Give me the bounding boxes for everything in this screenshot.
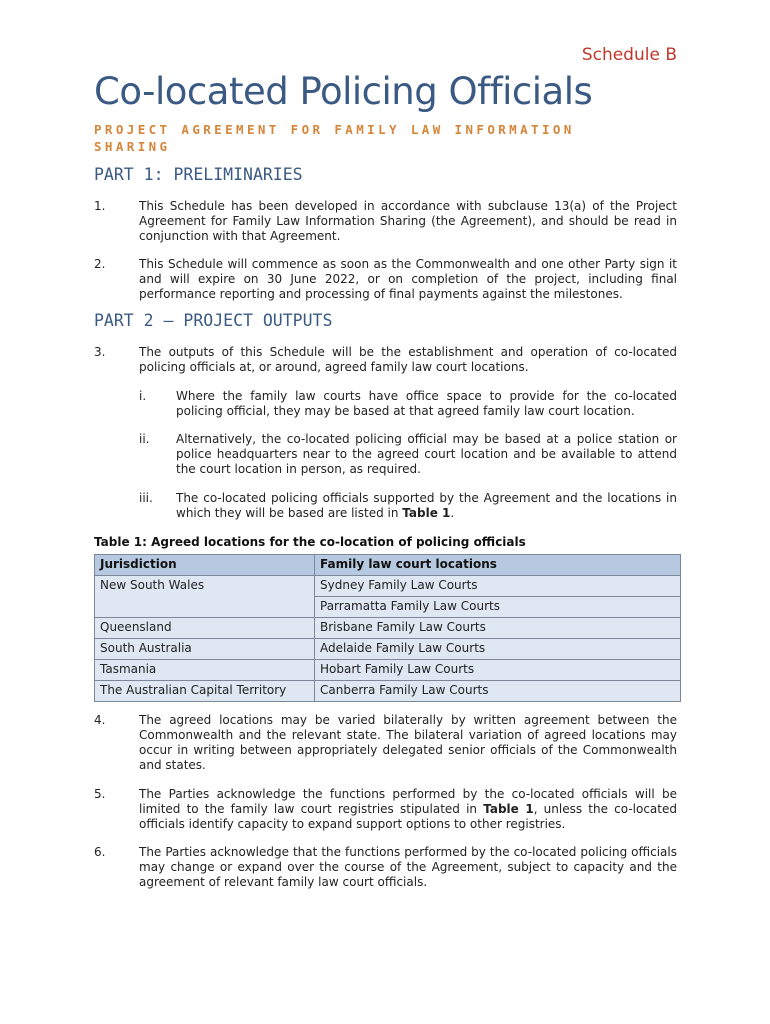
paragraph-number: 5. (94, 787, 106, 801)
table-row (95, 639, 681, 660)
subitem-number: ii. (139, 432, 150, 446)
schedule-label: Schedule B (581, 45, 677, 65)
paragraph-text: This Schedule will commence as soon as the Commonwealth and one other Party sign it and will expire on 30 June 2022, or on completion of the project, including final performance reporting and processing of final payments against the milestones. (139, 257, 677, 301)
table-row (95, 660, 681, 681)
table-reference: Table 1 (402, 506, 451, 520)
subitem-number: iii. (139, 491, 153, 505)
document-subtitle: PROJECT AGREEMENT FOR FAMILY LAW INFORMATION SHARING (94, 122, 575, 154)
jurisdiction-cell: Queensland (95, 618, 315, 639)
jurisdiction-cell: New South Wales (95, 576, 315, 618)
table-row (95, 618, 681, 639)
subitem-text-after: . (450, 506, 455, 520)
paragraph-number: 4. (94, 713, 106, 727)
paragraph-text-before: The Parties acknowledge the functions performed by the co-located officials will be limited to the family law court registries stipulated in (139, 787, 677, 816)
part1-heading: PART 1: PRELIMINARIES (94, 165, 303, 184)
paragraph-text (139, 787, 677, 832)
paragraph-text: The Parties acknowledge that the functions performed by the co-located policing officials may change or expand over the course of the Agreement, subject to capacity and the agreement of relevant family law court officials. (139, 845, 677, 889)
location-cell: Hobart Family Law Courts (315, 660, 681, 681)
paragraph-number: 2. (94, 257, 106, 271)
paragraph-text: This Schedule has been developed in accordance with subclause 13(a) of the Project Agreement for Family Law Information Sharing (the Agreement), and should be read in conjunction with that Agreement. (139, 199, 677, 243)
jurisdiction-cell: Tasmania (95, 660, 315, 681)
column-header-locations: Family law court locations (315, 555, 681, 576)
locations-table (94, 554, 681, 702)
table-caption: Table 1: Agreed locations for the co-location of policing officials (94, 535, 526, 549)
column-header-jurisdiction: Jurisdiction (95, 555, 315, 576)
location-cell: Adelaide Family Law Courts (315, 639, 681, 660)
paragraph-text: The outputs of this Schedule will be the establishment and operation of co-located policing officials at, or around, agreed family law court locations. (139, 345, 677, 374)
document-title: Co-located Policing Officials (94, 70, 593, 113)
jurisdiction-cell: The Australian Capital Territory (95, 681, 315, 702)
subitem-text: Alternatively, the co-located policing official may be based at a police station or police headquarters near to the agreed court location and be available to attend the court location in person, as required. (176, 432, 677, 476)
paragraph-text-after: , unless the co-located officials identify capacity to expand support options to other registries. (139, 802, 677, 831)
paragraph-text: The agreed locations may be varied bilaterally by written agreement between the Commonwealth and the relevant state. The bilateral variation of agreed locations may occur in writing between appropriately delegated senior officials of the Commonwealth and states. (139, 713, 677, 772)
paragraph-number: 6. (94, 845, 106, 859)
table-row (95, 576, 681, 597)
table-reference: Table 1 (483, 802, 534, 816)
subitem-text (176, 491, 677, 521)
subitem-number: i. (139, 389, 147, 403)
subitem-text-before: The co-located policing officials supported by the Agreement and the locations in which they will be based are listed in (176, 491, 677, 520)
part2-heading: PART 2 – PROJECT OUTPUTS (94, 311, 333, 330)
subitem-text: Where the family law courts have office space to provide for the co-located policing official, they may be based at that agreed family law court location. (176, 389, 677, 418)
jurisdiction-cell: South Australia (95, 639, 315, 660)
location-cell: Canberra Family Law Courts (315, 681, 681, 702)
location-cell: Sydney Family Law Courts (315, 576, 681, 597)
location-cell: Parramatta Family Law Courts (315, 597, 681, 618)
paragraph-number: 1. (94, 199, 106, 213)
table-row (95, 681, 681, 702)
table-header-row (95, 555, 681, 576)
location-cell: Brisbane Family Law Courts (315, 618, 681, 639)
paragraph-number: 3. (94, 345, 106, 359)
